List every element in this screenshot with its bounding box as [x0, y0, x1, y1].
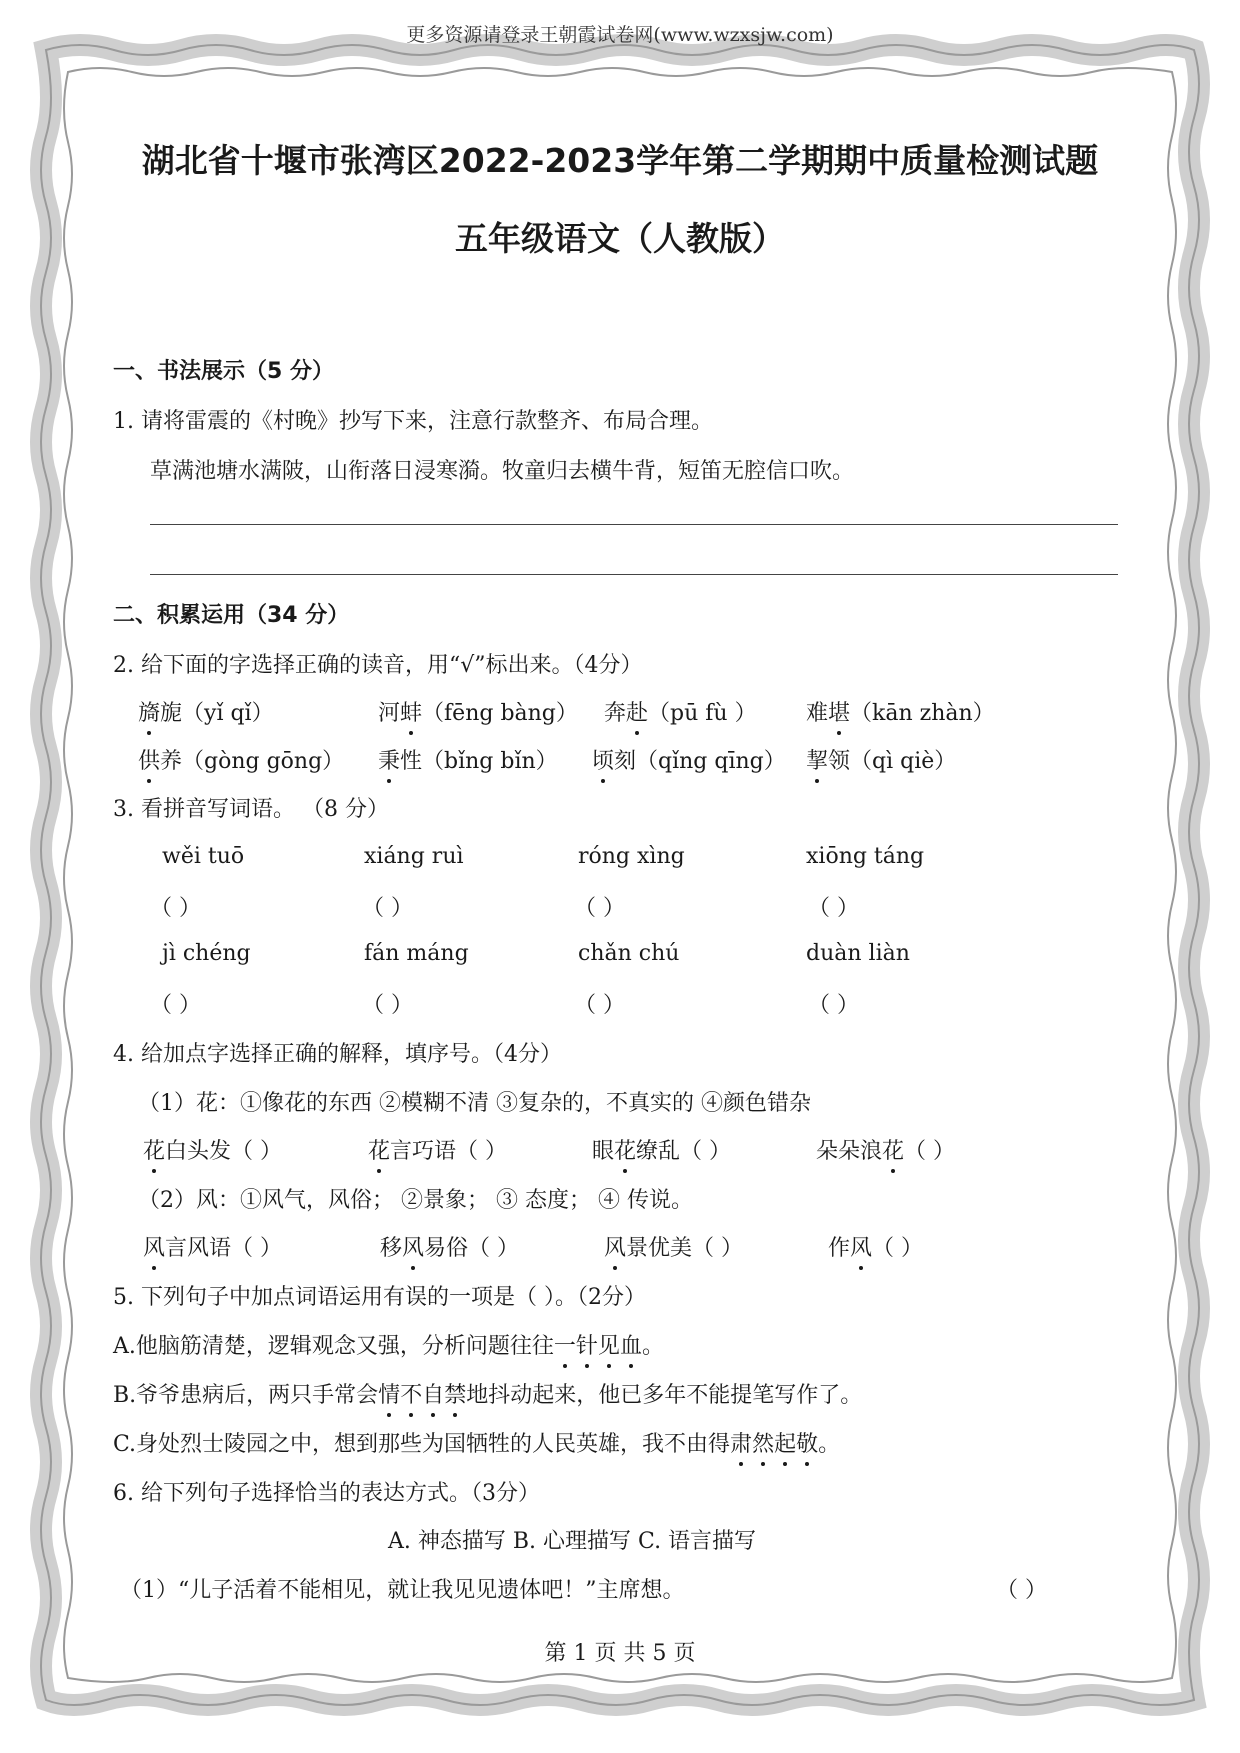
q2-item[interactable]: 供养（gòng gōng） — [138, 744, 344, 775]
poem-text: 草满池塘水满陂，山衔落日浸寒漪。牧童归去横牛背，短笛无腔信口吹。 — [150, 459, 855, 484]
q4-item[interactable]: 作风（ ） — [828, 1231, 923, 1262]
q5-option-b[interactable]: B.爷爷患病后，两只手常会情不自禁地抖动起来，他已多年不能提笔写作了。 — [113, 1378, 862, 1409]
q4-item[interactable]: 移风易俗（ ） — [380, 1231, 519, 1262]
q6-answer-blank[interactable]: （ ） — [996, 1578, 1047, 1603]
q4-item[interactable]: 风景优美（ ） — [604, 1231, 743, 1262]
question-2: 2. 给下面的字选择正确的读音，用“√”标出来。（4分） — [113, 653, 643, 678]
q4-item[interactable]: 朵朵浪花（ ） — [816, 1134, 955, 1165]
q3-pinyin: xiáng ruì — [364, 844, 464, 869]
q4-item[interactable]: 眼花缭乱（ ） — [592, 1134, 731, 1165]
q3-pinyin: róng xìng — [578, 844, 685, 869]
q3-answer-blank[interactable]: （ ） — [574, 896, 625, 921]
question-4: 4. 给加点字选择正确的解释，填序号。（4分） — [113, 1042, 562, 1067]
q4-item[interactable]: 花白头发（ ） — [143, 1134, 282, 1165]
q3-pinyin: wěi tuō — [162, 844, 245, 869]
q2-item[interactable]: 难堪（kān zhàn） — [806, 696, 995, 727]
q2-item[interactable]: 挈领（qì qiè） — [806, 744, 956, 775]
q5-option-c[interactable]: C.身处烈士陵园之中，想到那些为国牺牲的人民英雄，我不由得肃然起敬。 — [113, 1427, 840, 1458]
q3-pinyin: duàn liàn — [806, 941, 910, 966]
resource-note: 更多资源请登录王朝霞试卷网(www.wzxsjw.com) — [406, 24, 834, 46]
q3-answer-blank[interactable]: （ ） — [808, 993, 859, 1018]
q3-pinyin: xiōng táng — [806, 844, 925, 869]
q2-item[interactable]: 旖旎（yǐ qǐ） — [138, 696, 274, 727]
q3-answer-blank[interactable]: （ ） — [150, 993, 201, 1018]
q4-1-definitions: （1）花：①像花的东西 ②模糊不清 ③复杂的，不真实的 ④颜色错杂 — [138, 1091, 811, 1116]
q6-sentence-1: （1）“儿子活着不能相见，就让我见见遗体吧！”主席想。 — [120, 1578, 685, 1603]
q3-answer-blank[interactable]: （ ） — [574, 993, 625, 1018]
question-5: 5. 下列句子中加点词语运用有误的一项是（ ）。（2分） — [113, 1285, 646, 1310]
q2-item[interactable]: 秉性（bǐng bǐn） — [378, 744, 558, 775]
section-2-heading: 二、积累运用（34 分） — [113, 603, 350, 628]
section-1-heading: 一、书法展示（5 分） — [113, 359, 334, 384]
exam-title: 湖北省十堰市张湾区2022-2023学年第二学期期中质量检测试题 — [141, 141, 1099, 180]
q3-pinyin: fán máng — [364, 941, 469, 966]
q3-answer-blank[interactable]: （ ） — [808, 896, 859, 921]
q3-pinyin: chǎn chú — [578, 941, 680, 966]
question-3: 3. 看拼音写词语。 （8 分） — [113, 797, 389, 822]
writing-line-1[interactable] — [150, 524, 1118, 525]
q2-item[interactable]: 奔赴（pū fù ） — [604, 696, 757, 727]
q4-item[interactable]: 花言巧语（ ） — [368, 1134, 507, 1165]
question-1: 1. 请将雷震的《村晚》抄写下来，注意行款整齐、布局合理。 — [113, 409, 713, 434]
q3-answer-blank[interactable]: （ ） — [362, 896, 413, 921]
q4-item[interactable]: 风言风语（ ） — [143, 1231, 282, 1262]
writing-line-2[interactable] — [150, 574, 1118, 575]
q3-answer-blank[interactable]: （ ） — [362, 993, 413, 1018]
q2-item[interactable]: 顷刻（qǐng qīng） — [592, 744, 786, 775]
q3-answer-blank[interactable]: （ ） — [150, 896, 201, 921]
q5-option-a[interactable]: A.他脑筋清楚，逻辑观念又强，分析问题往往一针见血。 — [113, 1329, 664, 1360]
exam-subtitle: 五年级语文（人教版） — [455, 219, 785, 258]
q3-pinyin: jì chéng — [162, 941, 251, 966]
dotted-phrase: 一针见血 — [554, 1334, 642, 1359]
page-number: 第 1 页 共 5 页 — [544, 1641, 696, 1666]
q2-item[interactable]: 河蚌（fēng bàng） — [378, 696, 578, 727]
q6-options: A. 神态描写 B. 心理描写 C. 语言描写 — [388, 1529, 757, 1554]
q4-2-definitions: （2）风：①风气，风俗； ②景象； ③ 态度； ④ 传说。 — [138, 1188, 693, 1213]
question-6: 6. 给下列句子选择恰当的表达方式。（3分） — [113, 1481, 540, 1506]
